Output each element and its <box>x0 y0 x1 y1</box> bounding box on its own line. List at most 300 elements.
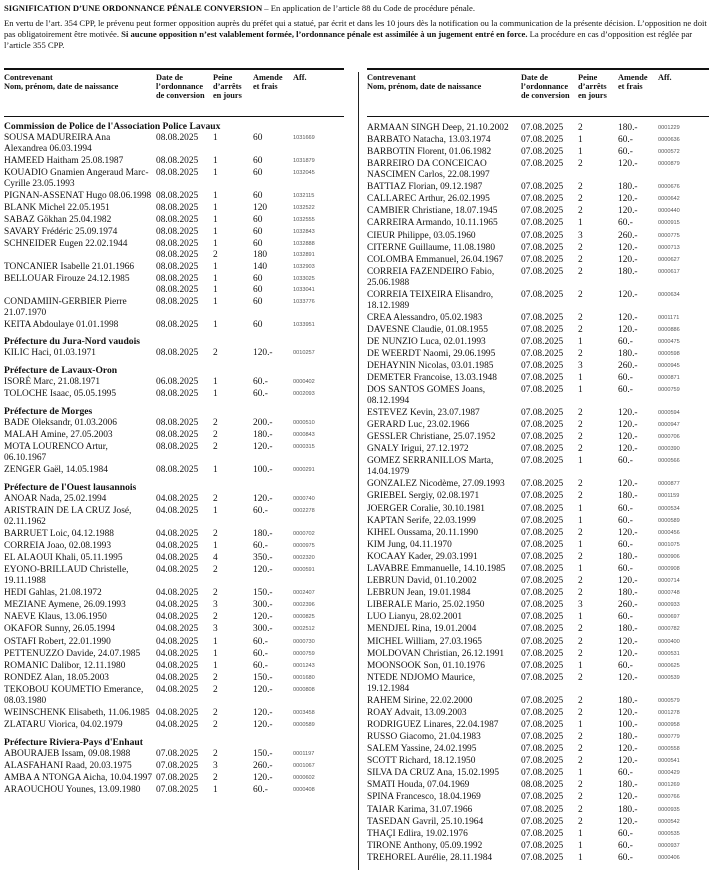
cell-amende: 120.- <box>253 442 273 453</box>
cell-aff: 0000937 <box>658 842 680 849</box>
cell-date: 07.08.2025 <box>521 479 564 490</box>
table-row <box>367 588 709 599</box>
cell-date: 07.08.2025 <box>521 135 564 146</box>
section-title: Préfecture de Lavaux-Oron <box>4 365 118 377</box>
cell-date: 07.08.2025 <box>521 792 564 803</box>
table-row <box>367 456 709 478</box>
table-row <box>4 541 344 552</box>
cell-amende: 60.- <box>618 373 633 384</box>
cell-aff: 0000933 <box>658 602 680 609</box>
cell-name: ISORÉ Marc, 21.08.1971 <box>4 377 101 388</box>
cell-aff: 0000945 <box>658 362 680 369</box>
cell-aff: 0001243 <box>293 662 315 669</box>
table-row <box>4 624 344 635</box>
table-row <box>4 239 344 250</box>
cell-aff: 1032522 <box>293 204 315 211</box>
cell-name: MICHEL William, 27.03.1965 <box>367 636 482 647</box>
table-row <box>367 420 709 431</box>
cell-aff: 0000886 <box>658 326 680 333</box>
header-peine <box>213 73 253 111</box>
cell-date: 07.08.2025 <box>521 254 564 265</box>
cell-amende: 150.- <box>253 748 273 759</box>
cell-name: SABAZ Gökhan 25.04.1982 <box>4 215 112 226</box>
cell-peine: 2 <box>578 420 583 431</box>
cell-date: 08.08.2025 <box>156 348 199 359</box>
table-row <box>367 696 709 707</box>
cell-name: TASEDAN Gavril, 25.10.1964 <box>367 816 484 827</box>
cell-aff: 0000315 <box>293 444 315 451</box>
cell-date: 07.08.2025 <box>521 420 564 431</box>
cell-date: 07.08.2025 <box>521 660 564 671</box>
cell-name: GERARD Luc, 23.02.1966 <box>367 420 470 431</box>
cell-peine: 2 <box>213 565 218 576</box>
cell-aff: 0000589 <box>658 517 680 524</box>
cell-amende: 60 <box>253 215 263 226</box>
cell-amende: 120.- <box>618 479 638 490</box>
cell-peine: 2 <box>578 408 583 419</box>
cell-amende: 120.- <box>618 576 638 587</box>
table-row <box>4 168 344 190</box>
cell-aff: 0000713 <box>658 244 680 251</box>
table-row <box>367 444 709 455</box>
cell-amende: 60 <box>253 155 263 166</box>
cell-peine: 2 <box>578 756 583 767</box>
cell-peine: 1 <box>213 660 218 671</box>
cell-aff: 0002320 <box>293 555 315 562</box>
cell-amende: 120.- <box>253 772 273 783</box>
cell-amende: 120 <box>253 202 268 213</box>
cell-date: 04.08.2025 <box>156 541 199 552</box>
cell-amende: 180.- <box>618 123 638 133</box>
intro-para-bold: Si aucune opposition n’est valablement formée, l’ordonnance pénale est assimilée à un jugement entré en force. <box>121 29 528 39</box>
cell-amende: 120.- <box>618 707 638 718</box>
cell-peine: 1 <box>213 239 218 250</box>
cell-name: CALLAREC Arthur, 26.02.1995 <box>367 194 490 205</box>
cell-date: 04.08.2025 <box>156 719 199 730</box>
header-peine-l2: d’arrêts <box>213 82 242 91</box>
cell-amende: 350.- <box>253 553 273 564</box>
header-date-l2: l’ordonnance <box>156 82 204 91</box>
cell-name: MOONSOOK Son, 01.10.1976 <box>367 660 485 671</box>
cell-amende: 120.- <box>253 719 273 730</box>
cell-peine: 1 <box>213 541 218 552</box>
cell-date: 07.08.2025 <box>521 732 564 742</box>
cell-date: 04.08.2025 <box>156 612 199 623</box>
table-row <box>4 297 344 319</box>
cell-peine: 1 <box>213 133 218 143</box>
cell-aff: 0000598 <box>658 350 680 357</box>
table-row <box>4 649 344 660</box>
section-title: Préfecture de l'Ouest lausannois <box>4 481 137 493</box>
cell-aff: 0000676 <box>658 184 680 191</box>
cell-date: 08.08.2025 <box>156 284 199 295</box>
cell-name: RUSSO Giacomo, 21.04.1983 <box>367 732 481 742</box>
cell-date: 07.08.2025 <box>521 636 564 647</box>
cell-peine: 2 <box>213 493 218 504</box>
cell-name: SPINA Francesco, 18.04.1969 <box>367 792 481 803</box>
cell-name: GESSLER Christiane, 25.07.1952 <box>367 432 496 443</box>
cell-amende: 60 <box>253 319 263 330</box>
cell-name: COLOMBA Emmanuel, 26.04.1967 <box>367 254 504 265</box>
cell-date: 07.08.2025 <box>521 491 564 502</box>
cell-amende: 120.- <box>618 324 638 335</box>
cell-peine: 3 <box>213 760 218 771</box>
cell-date: 07.08.2025 <box>521 289 564 300</box>
cell-name: KIM Jung, 04.11.1970 <box>367 539 452 550</box>
cell-aff: 0001229 <box>658 125 680 131</box>
table-row <box>367 768 709 779</box>
cell-name: ARAOUCHOU Younes, 13.09.1980 <box>4 784 141 795</box>
cell-name: CREA Alessandro, 05.02.1983 <box>367 312 483 323</box>
table-row <box>4 320 344 331</box>
cell-amende: 60 <box>253 296 263 307</box>
cell-date: 04.08.2025 <box>156 528 199 539</box>
cell-amende: 120.- <box>618 420 638 431</box>
cell-peine: 2 <box>213 348 218 359</box>
cell-date: 07.08.2025 <box>521 527 564 538</box>
cell-name: TIRONE Anthony, 05.09.1992 <box>367 840 483 851</box>
table-row <box>367 853 709 864</box>
cell-name: ALASFAHANI Raad, 20.03.1975 <box>4 760 132 771</box>
cell-peine: 1 <box>213 389 218 400</box>
cell-aff: 0000400 <box>658 638 680 645</box>
cell-name: SMATI Houda, 07.04.1969 <box>367 780 470 791</box>
table-row <box>367 576 709 587</box>
cell-aff: 0000748 <box>658 590 680 597</box>
cell-peine: 2 <box>213 719 218 730</box>
cell-name <box>4 250 156 261</box>
cell-name: CONDAMIIN-GERBIER Pierre 21.07.1970 <box>4 296 127 318</box>
cell-aff: 0000779 <box>658 734 680 740</box>
table-row <box>367 194 709 205</box>
cell-peine: 2 <box>578 159 583 170</box>
table-header-left <box>4 68 344 117</box>
cell-amende: 60.- <box>253 389 268 400</box>
table-row <box>4 203 344 214</box>
cell-name: DE WEERDT Naomi, 29.06.1995 <box>367 348 496 359</box>
cell-aff: 1032888 <box>293 241 315 248</box>
cell-date: 07.08.2025 <box>521 707 564 718</box>
cell-peine: 2 <box>578 182 583 193</box>
cell-amende: 60.- <box>253 648 268 659</box>
header-date <box>156 73 213 111</box>
table-header-right <box>367 68 709 117</box>
cell-aff: 0000531 <box>658 650 680 657</box>
cell-aff: 0000542 <box>658 818 680 825</box>
header-contrevenant <box>4 73 156 111</box>
cell-aff: 1031669 <box>293 135 315 141</box>
table-row <box>367 147 709 158</box>
header-amende-l2: et frais <box>253 82 278 91</box>
cell-aff: 1033776 <box>293 298 315 305</box>
table-row <box>4 285 344 296</box>
cell-amende: 120.- <box>618 756 638 767</box>
cell-name: KEITA Abdoulaye 01.01.1998 <box>4 319 119 330</box>
cell-date: 06.08.2025 <box>156 377 199 388</box>
cell-name: BARBOTIN Florent, 01.06.1982 <box>367 147 492 158</box>
table-row <box>367 159 709 181</box>
cell-aff: 0002512 <box>293 626 315 633</box>
cell-date: 08.08.2025 <box>156 227 199 238</box>
header-amende <box>253 73 293 111</box>
table-row <box>367 732 709 743</box>
cell-aff: 0000730 <box>293 638 315 645</box>
cell-peine: 1 <box>213 296 218 307</box>
cell-date: 07.08.2025 <box>521 563 564 574</box>
cell-peine: 1 <box>578 563 583 574</box>
cell-aff: 0010257 <box>293 350 315 357</box>
table-row <box>4 133 344 155</box>
left-sections <box>4 121 344 796</box>
cell-amende: 120.- <box>618 408 638 419</box>
cell-aff: 0001171 <box>658 314 680 321</box>
cell-amende: 60.- <box>618 660 633 671</box>
cell-peine: 3 <box>213 600 218 611</box>
cell-name: GRIEBEL Sergiy, 02.08.1971 <box>367 491 480 502</box>
cell-amende: 120.- <box>618 206 638 217</box>
cell-peine: 1 <box>213 648 218 659</box>
table-row <box>4 612 344 623</box>
cell-date: 07.08.2025 <box>521 672 564 683</box>
cell-peine: 1 <box>213 261 218 272</box>
table-row <box>367 805 709 816</box>
cell-amende: 60.- <box>618 515 633 526</box>
cell-name: CARREIRA Armando, 10.11.1965 <box>367 218 498 229</box>
cell-aff: 0000558 <box>658 746 680 753</box>
cell-date: 04.08.2025 <box>156 553 199 564</box>
table-row <box>367 612 709 623</box>
table-row <box>367 661 709 672</box>
cell-peine: 1 <box>578 768 583 779</box>
cell-date: 08.08.2025 <box>521 780 564 791</box>
header-aff: Aff. <box>293 73 307 82</box>
cell-name: MOLDOVAN Christian, 26.12.1991 <box>367 648 505 659</box>
cell-aff: 0000958 <box>658 721 680 728</box>
cell-date: 07.08.2025 <box>521 551 564 562</box>
cell-aff: 0000572 <box>658 149 680 156</box>
cell-peine: 2 <box>578 348 583 359</box>
cell-peine: 2 <box>578 242 583 253</box>
table-row <box>367 708 709 719</box>
header-amende <box>618 73 658 111</box>
cell-peine: 1 <box>213 465 218 476</box>
table-row <box>4 773 344 784</box>
cell-date: 07.08.2025 <box>521 695 564 706</box>
cell-name: ANOAR Nada, 25.02.1994 <box>4 493 107 504</box>
table-row <box>367 673 709 695</box>
cell-name: BARRUET Loic, 04.12.1988 <box>4 528 114 539</box>
cell-date: 04.08.2025 <box>156 493 199 504</box>
cell-aff: 0002396 <box>293 602 315 609</box>
section-title: Préfecture Riviera-Pays d'Enhaut <box>4 736 143 748</box>
cell-name: SCHNEIDER Eugen 22.02.1944 <box>4 239 128 250</box>
cell-amende: 60.- <box>618 768 633 779</box>
cell-date: 08.08.2025 <box>156 465 199 476</box>
header-peine-l1: Peine <box>578 73 598 82</box>
cell-name: KOUADIO Gnamien Angeraud Marc-Cyrille 23.05.1993 <box>4 167 149 189</box>
cell-aff: 0000591 <box>293 567 315 574</box>
cell-aff: 0000714 <box>658 578 680 585</box>
cell-peine: 3 <box>213 624 218 635</box>
cell-name: CORREIA Joao, 02.08.1993 <box>4 541 112 552</box>
cell-amende: 120.- <box>618 672 638 683</box>
cell-amende: 120.- <box>618 527 638 538</box>
cell-date: 07.08.2025 <box>521 266 564 277</box>
cell-amende: 60.- <box>253 784 268 795</box>
header-date-l2: l’ordonnance <box>521 82 569 91</box>
column-divider <box>358 72 359 870</box>
cell-date: 07.08.2025 <box>521 515 564 526</box>
table-row <box>4 348 344 359</box>
cell-name <box>4 285 156 296</box>
table-row <box>367 267 709 289</box>
cell-aff: 0001075 <box>658 541 680 548</box>
cell-aff: 1033025 <box>293 276 315 283</box>
cell-amende: 120.- <box>253 612 273 623</box>
cell-amende: 120.- <box>253 565 273 576</box>
cell-name: EYONO-BRILLAUD Christelle, 19.11.1988 <box>4 565 129 587</box>
cell-aff: 0000627 <box>658 256 680 263</box>
cell-name: GNALY Irigui, 27.12.1972 <box>367 444 469 455</box>
cell-name: CORREIA TEIXEIRA Elisandro, 18.12.1989 <box>367 289 494 311</box>
header-peine-l2: d’arrêts <box>578 82 607 91</box>
cell-amende: 120.- <box>618 792 638 803</box>
table-row <box>367 744 709 755</box>
cell-peine: 2 <box>578 744 583 755</box>
cell-amende: 180.- <box>618 266 638 277</box>
table-row <box>4 529 344 540</box>
cell-date: 08.08.2025 <box>156 215 199 226</box>
table-row <box>4 227 344 238</box>
cell-name: MALAH Amine, 27.05.2003 <box>4 430 113 441</box>
cell-name: PIGNAN-ASSENAT Hugo 08.06.1998 <box>4 190 152 201</box>
cell-date: 07.08.2025 <box>521 588 564 599</box>
cell-name: THAÇI Edlira, 19.02.1976 <box>367 828 468 839</box>
cell-aff: 0000589 <box>293 721 315 728</box>
cell-date: 07.08.2025 <box>156 748 199 759</box>
cell-date: 04.08.2025 <box>156 600 199 611</box>
table-row <box>367 182 709 193</box>
cell-aff: 0000808 <box>293 686 315 693</box>
cell-amende: 120.- <box>618 254 638 265</box>
cell-amende: 180.- <box>618 588 638 599</box>
table-row <box>4 215 344 226</box>
table-row <box>4 494 344 505</box>
cell-date: 08.08.2025 <box>156 296 199 307</box>
header-peine-l1: Peine <box>213 73 233 82</box>
cell-aff: 0000908 <box>658 565 680 572</box>
header-aff: Aff. <box>658 73 672 82</box>
table-row <box>367 408 709 419</box>
cell-aff: 1032115 <box>293 192 315 199</box>
cell-peine: 2 <box>213 772 218 783</box>
cell-peine: 3 <box>578 600 583 611</box>
cell-name: TAIAR Karima, 31.07.1966 <box>367 804 473 815</box>
cell-peine: 1 <box>578 660 583 671</box>
cell-date: 08.08.2025 <box>156 249 199 260</box>
cell-amende: 120.- <box>618 648 638 659</box>
cell-name: ARMAAN SINGH Deep, 21.10.2002 <box>367 123 509 133</box>
cell-peine: 2 <box>578 432 583 443</box>
table-row <box>4 262 344 273</box>
table-row <box>367 504 709 515</box>
cell-peine: 1 <box>213 155 218 166</box>
cell-amende: 120.- <box>618 816 638 827</box>
table-row <box>367 829 709 840</box>
cell-amende: 180.- <box>618 695 638 706</box>
section-title: Préfecture de Morges <box>4 406 93 418</box>
cell-aff: 1032045 <box>293 169 315 176</box>
cell-date: 08.08.2025 <box>156 274 199 285</box>
cell-date: 04.08.2025 <box>156 636 199 647</box>
cell-peine: 1 <box>213 227 218 238</box>
cell-aff: 0000877 <box>658 481 680 488</box>
cell-date: 04.08.2025 <box>156 624 199 635</box>
cell-date: 07.08.2025 <box>521 123 564 133</box>
cell-peine: 1 <box>578 840 583 851</box>
cell-date: 08.08.2025 <box>156 155 199 166</box>
cell-date: 07.08.2025 <box>521 159 564 170</box>
cell-amende: 120.- <box>618 744 638 755</box>
cell-amende: 60.- <box>253 541 268 552</box>
cell-aff: 0000617 <box>658 268 680 275</box>
cell-amende: 60.- <box>618 503 633 514</box>
cell-amende: 60 <box>253 227 263 238</box>
cell-aff: 0000642 <box>658 196 680 203</box>
cell-date: 07.08.2025 <box>521 719 564 730</box>
cell-peine: 2 <box>213 528 218 539</box>
cell-peine: 2 <box>213 588 218 599</box>
cell-amende: 60 <box>253 167 263 178</box>
cell-amende: 120.- <box>618 159 638 170</box>
cell-amende: 300.- <box>253 624 273 635</box>
intro-title <box>4 3 709 14</box>
cell-amende: 180 <box>253 249 268 260</box>
right-column <box>367 68 709 865</box>
cell-name: DAVESNE Claudie, 01.08.1955 <box>367 324 488 335</box>
table-row <box>367 206 709 217</box>
cell-amende: 120.- <box>618 289 638 300</box>
cell-amende: 60 <box>253 133 263 143</box>
cell-name: PETTENUZZO Davide, 24.07.1985 <box>4 648 141 659</box>
cell-date: 07.08.2025 <box>521 804 564 815</box>
cell-aff: 0000759 <box>658 387 680 394</box>
cell-peine: 1 <box>578 515 583 526</box>
cell-aff: 0000594 <box>658 410 680 417</box>
cell-peine: 1 <box>578 336 583 347</box>
cell-aff: 1033041 <box>293 286 315 293</box>
cell-date: 07.08.2025 <box>521 648 564 659</box>
cell-name: ROAY Advait, 13.09.2003 <box>367 707 467 718</box>
table-row <box>4 685 344 707</box>
cell-date: 07.08.2025 <box>521 456 564 467</box>
cell-peine: 2 <box>213 748 218 759</box>
table-row <box>367 313 709 324</box>
cell-amende: 180.- <box>253 528 273 539</box>
cell-peine: 1 <box>213 190 218 201</box>
table-row <box>367 624 709 635</box>
cell-date: 07.08.2025 <box>521 385 564 396</box>
cell-amende: 180.- <box>618 182 638 193</box>
cell-amende: 150.- <box>253 588 273 599</box>
table-row <box>367 361 709 372</box>
cell-aff: 0000825 <box>293 614 315 621</box>
table-row <box>367 780 709 791</box>
header-date-l1: Date de <box>156 73 183 82</box>
cell-date: 07.08.2025 <box>521 828 564 839</box>
cell-peine: 2 <box>578 780 583 791</box>
cell-amende: 60.- <box>253 636 268 647</box>
